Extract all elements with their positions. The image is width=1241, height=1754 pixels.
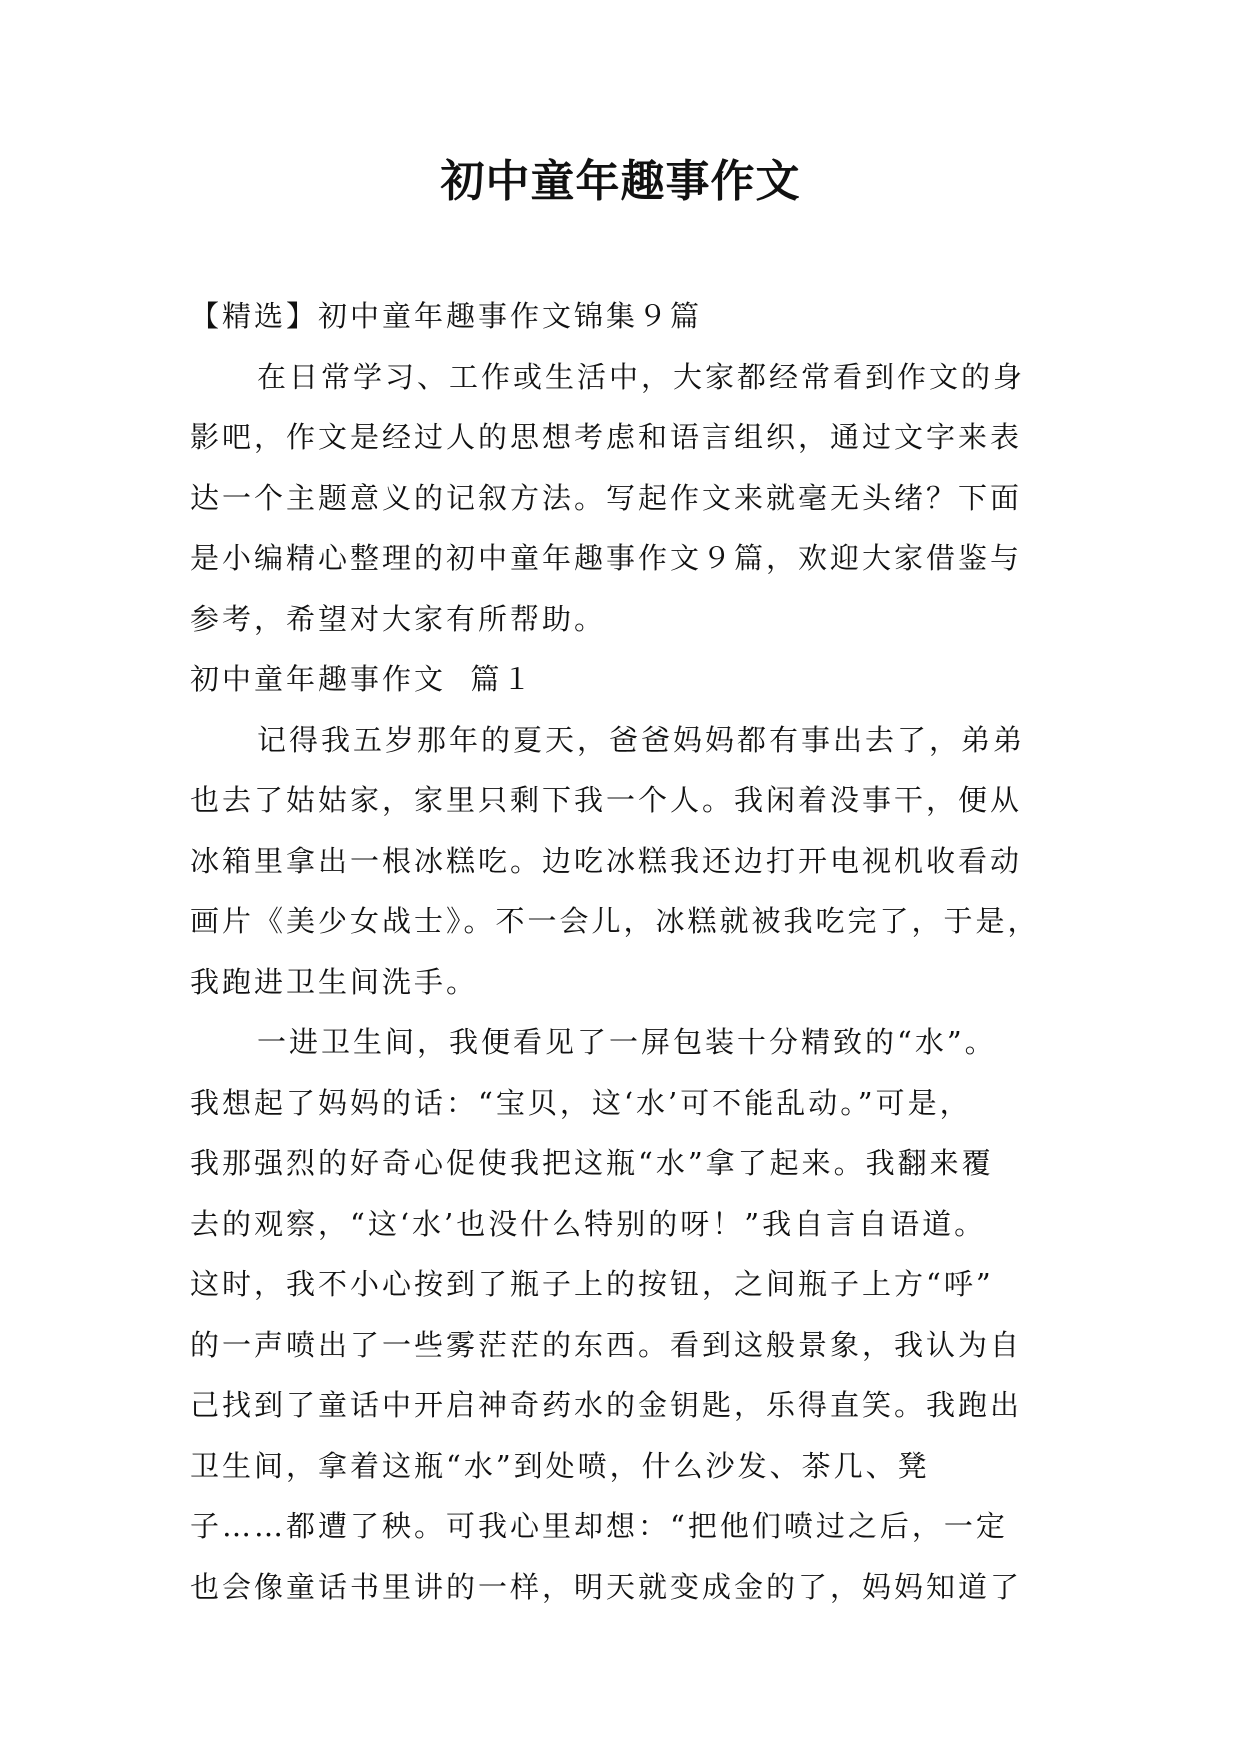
document-title: 初中童年趣事作文 xyxy=(440,156,801,207)
paragraph-line: 画片《美少女战士》。不一会儿，冰糕就被我吃完了，于是， xyxy=(190,904,1040,938)
paragraph-line: 记得我五岁那年的夏天，爸爸妈妈都有事出去了，弟弟 xyxy=(257,722,1026,757)
document-subtitle: 【精选】初中童年趣事作文锦集９篇 xyxy=(190,299,703,333)
essay-paragraph-1 xyxy=(190,710,1065,1013)
intro-line: 是小编精心整理的初中童年趣事作文９篇，欢迎大家借鉴与 xyxy=(190,541,1023,575)
intro-line: 达一个主题意义的记叙方法。写起作文来就毫无头绪？下面 xyxy=(190,480,1023,515)
paragraph-line: 这时，我不小心按到了瓶子上的按钮，之间瓶子上方“呼” xyxy=(190,1267,994,1301)
paragraph-line: 一进卫生间，我便看见了一屏包装十分精致的“水”。 xyxy=(257,1025,997,1059)
document-body xyxy=(190,286,1065,1617)
intro-line: 参考，希望对大家有所帮助。 xyxy=(190,601,607,636)
paragraph-line: 子……都遭了秧。可我心里却想：“把他们喷过之后，一定 xyxy=(190,1509,1008,1543)
essay-paragraph-2 xyxy=(190,1012,1065,1617)
paragraph-line: 冰箱里拿出一根冰糕吃。边吃冰糕我还边打开电视机收看动 xyxy=(190,843,1023,878)
paragraph-line: 也会像童话书里讲的一样，明天就变成金的了，妈妈知道了 xyxy=(190,1569,1023,1604)
paragraph-line: 卫生间，拿着这瓶“水”到处喷，什么沙发、茶几、凳 xyxy=(190,1448,930,1483)
paragraph-line: 去的观察，“这‘水’也没什么特别的呀！”我自言自语道。 xyxy=(190,1206,987,1241)
paragraph-line: 也去了姑姑家，家里只剩下我一个人。我闲着没事干，便从 xyxy=(190,783,1023,817)
intro-paragraph xyxy=(190,347,1065,650)
paragraph-line: 的一声喷出了一些雾茫茫的东西。看到这般景象，我认为自 xyxy=(190,1327,1023,1362)
paragraph-line: 我跑进卫生间洗手。 xyxy=(190,964,479,999)
intro-line: 在日常学习、工作或生活中，大家都经常看到作文的身 xyxy=(257,359,1026,394)
section-heading: 初中童年趣事作文 篇１ xyxy=(190,662,535,696)
paragraph-line: 我想起了妈妈的话：“宝贝，这‘水’可不能乱动。”可是， xyxy=(190,1085,972,1120)
paragraph-line: 己找到了童话中开启神奇药水的金钥匙，乐得直笑。我跑出 xyxy=(190,1388,1023,1422)
paragraph-line: 我那强烈的好奇心促使我把这瓶“水”拿了起来。我翻来覆 xyxy=(190,1146,994,1180)
intro-line: 影吧，作文是经过人的思想考虑和语言组织，通过文字来表 xyxy=(190,420,1023,454)
